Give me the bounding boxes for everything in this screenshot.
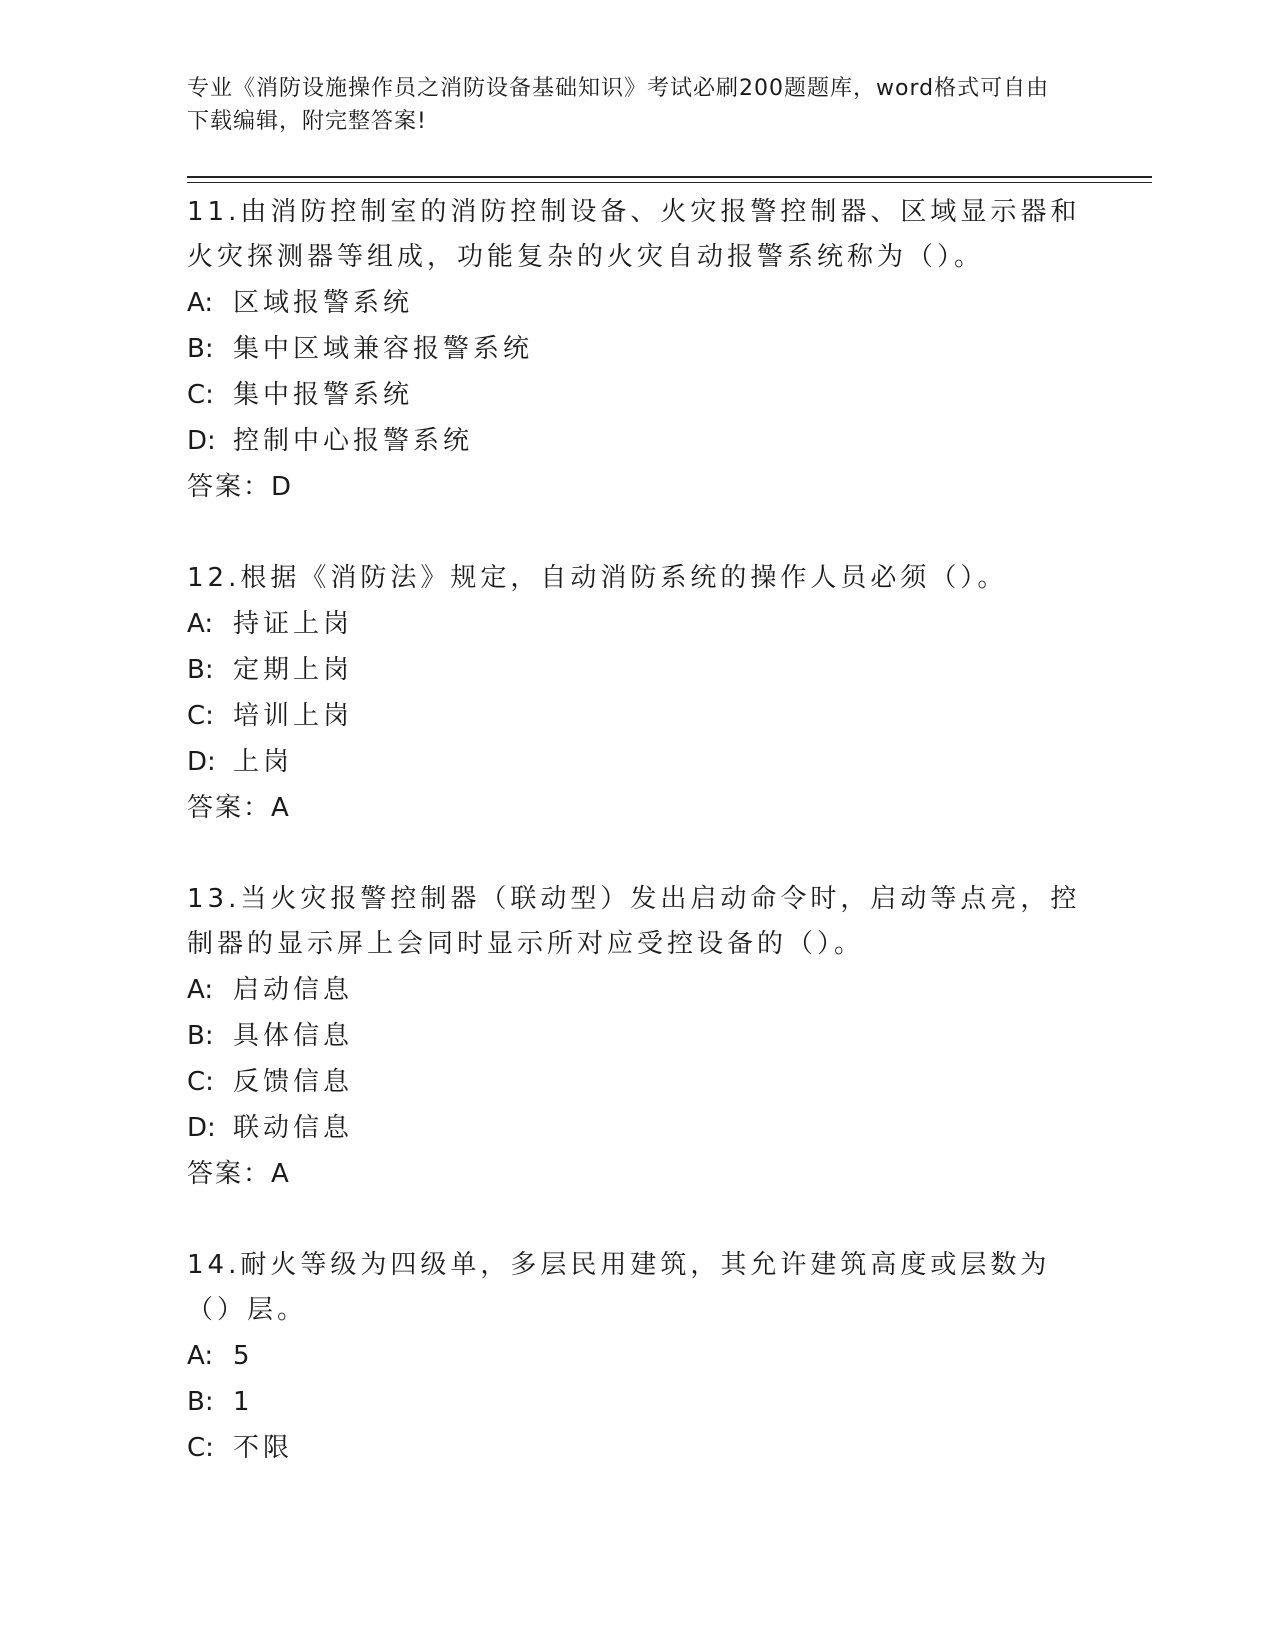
option-text: 定期上岗 [233,655,354,685]
header-rule-thick [187,176,1152,178]
option-key: C: [187,1067,214,1097]
option-key: A: [187,975,214,1005]
option-text: 反馈信息 [233,1067,354,1097]
option-text: 集中区域兼容报警系统 [233,334,534,364]
option-key: B: [187,334,214,364]
option-a [187,280,1087,326]
option-b [187,1379,1087,1425]
option-b [187,326,1087,372]
option-key: D: [187,747,216,777]
option-key: B: [187,1021,214,1051]
option-key: A: [187,288,214,318]
option-text: 联动信息 [233,1113,354,1143]
question-13 [187,877,1087,1197]
answer-line: 答案：A [187,1159,291,1189]
option-key: B: [187,655,214,685]
question-14 [187,1243,1087,1471]
option-text: 培训上岗 [233,701,354,731]
option-text: 1 [233,1387,254,1417]
option-d [187,739,1087,785]
question-text: 12.根据《消防法》规定，自动消防系统的操作人员必须（）。 [187,563,1008,593]
option-key: D: [187,426,216,456]
option-d [187,418,1087,464]
option-d [187,1105,1087,1151]
option-a [187,601,1087,647]
answer-line: 答案：A [187,793,291,823]
option-key: C: [187,1433,214,1463]
option-b [187,647,1087,693]
question-12 [187,556,1087,831]
option-key: C: [187,701,214,731]
option-c [187,372,1087,418]
option-text: 集中报警系统 [233,380,414,410]
option-text: 上岗 [233,747,294,777]
option-c [187,1059,1087,1105]
answer-line: 答案：D [187,472,294,502]
option-text: 具体信息 [233,1021,354,1051]
option-c [187,1425,1087,1471]
question-list [187,190,1087,1517]
question-11 [187,190,1087,510]
option-a [187,1333,1087,1379]
option-text: 持证上岗 [233,609,354,639]
question-text: 14.耐火等级为四级单，多层民用建筑，其允许建筑高度或层数为（）层。 [187,1250,1051,1325]
header-rule-thin [187,182,1152,183]
option-text: 区域报警系统 [233,288,414,318]
option-text: 控制中心报警系统 [233,426,474,456]
question-text: 11.由消防控制室的消防控制设备、火灾报警控制器、区域显示器和火灾探测器等组成，功能复杂的火灾自动报警系统称为（）。 [187,197,1081,272]
option-key: A: [187,1341,214,1371]
option-key: B: [187,1387,214,1417]
option-key: D: [187,1113,216,1143]
option-b [187,1013,1087,1059]
option-text: 5 [233,1341,254,1371]
option-a [187,967,1087,1013]
option-key: C: [187,380,214,410]
question-text: 13.当火灾报警控制器（联动型）发出启动命令时，启动等点亮，控制器的显示屏上会同时显示所对应受控设备的（）。 [187,884,1081,959]
document-header: 专业《消防设施操作员之消防设备基础知识》考试必刷200题题库，word格式可自由下载编辑，附完整答案! [187,76,1050,134]
option-text: 不限 [233,1433,294,1463]
option-key: A: [187,609,214,639]
option-c [187,693,1087,739]
option-text: 启动信息 [233,975,354,1005]
